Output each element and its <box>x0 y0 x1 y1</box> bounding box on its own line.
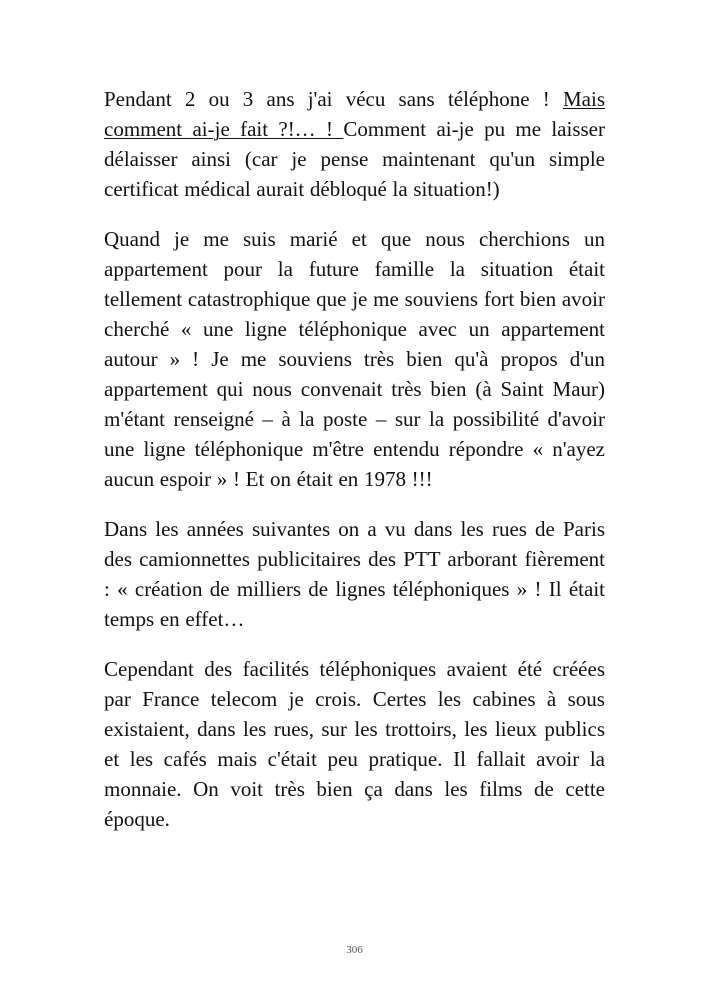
page-number: 306 <box>346 944 363 956</box>
paragraph-1-underlined-text: Mais comment ai-je fait ?!… ! <box>104 87 605 141</box>
paragraph-1 <box>104 84 605 204</box>
paragraph-1-intro: Pendant 2 ou 3 ans j'ai vécu sans téléphone ! <box>104 87 563 111</box>
paragraph-2: Quand je me suis marié et que nous cherchions un appartement pour la future famille la situation était tellement catastrophique que je me souviens fort bien avoir cherché « une ligne téléphonique avec un appartement autour » ! Je me souviens très bien qu'à propos d'un appartement qui nous convenait très bien (à Saint Maur) m'étant renseigné – à la poste – sur la possibilité d'avoir une ligne téléphonique m'être entendu répondre « n'ayez aucun espoir » ! Et on était en 1978 !!! <box>104 227 605 491</box>
paragraph-1-rest: Comment ai-je pu me laisser délaisser ainsi (car je pense maintenant qu'un simple certificat médical aurait débloqué la situation!) <box>104 117 606 201</box>
paragraph-3: Dans les années suivantes on a vu dans les rues de Paris des camionnettes publicitaires des PTT arborant fièrement : « création de milliers de lignes téléphoniques » ! Il était temps en effet… <box>104 517 605 631</box>
page-body <box>104 84 605 854</box>
paragraph-4: Cependant des facilités téléphoniques avaient été créées par France telecom je crois. Certes les cabines à sous existaient, dans les rues, sur les trottoirs, les lieux publics et les cafés mais c'était peu pratique. Il fallait avoir la monnaie. On voit très bien ça dans les films de cette époque. <box>104 657 605 831</box>
